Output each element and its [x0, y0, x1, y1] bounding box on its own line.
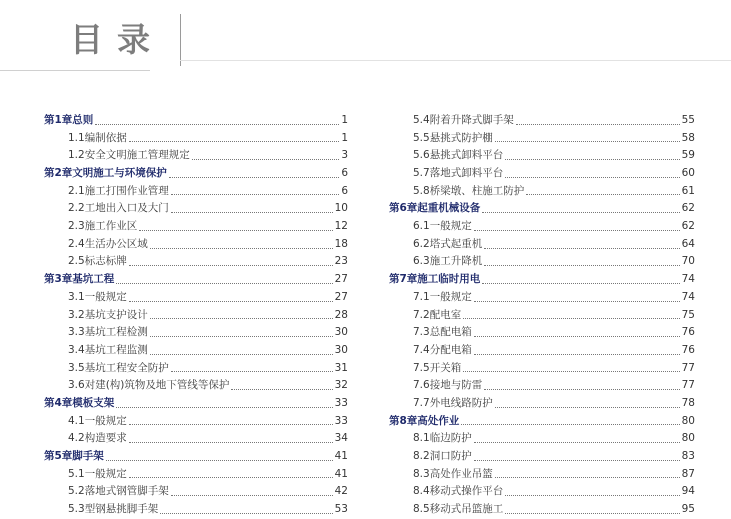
toc-entry-label: 第7章施工临时用电: [389, 273, 481, 286]
toc-section-entry[interactable]: [44, 218, 348, 236]
toc-leader-dots: [171, 370, 333, 372]
toc-leader-dots: [505, 176, 679, 178]
toc-page-number: 6: [341, 167, 348, 180]
toc-section-entry[interactable]: [44, 342, 348, 360]
toc-leader-dots: [474, 353, 680, 355]
toc-entry-label: 第2章文明施工与环境保护: [44, 167, 167, 180]
toc-section-entry[interactable]: [389, 430, 695, 448]
toc-leader-dots: [463, 370, 679, 372]
toc-section-entry[interactable]: [389, 377, 695, 395]
toc-leader-dots: [505, 494, 679, 496]
toc-page-number: 78: [681, 396, 695, 409]
toc-leader-dots: [474, 300, 680, 302]
toc-section-entry[interactable]: [44, 289, 348, 307]
toc-page-number: 60: [681, 167, 695, 180]
toc-leader-dots: [484, 247, 679, 249]
header-rule-left: [0, 70, 150, 71]
toc-section-entry[interactable]: [44, 200, 348, 218]
toc-page-number: 74: [681, 290, 695, 303]
toc-page-number: 74: [681, 273, 695, 286]
toc-entry-label: 3.3基坑工程检测: [68, 326, 148, 339]
toc-leader-dots: [474, 441, 680, 443]
toc-leader-dots: [160, 512, 332, 514]
toc-entry-label: 2.4生活办公区域: [68, 237, 148, 250]
toc-entry-label: 2.2工地出入口及大门: [68, 202, 169, 215]
toc-entry-label: 5.2落地式钢管脚手架: [68, 485, 169, 498]
header-rule-right: [180, 60, 731, 61]
toc-section-entry[interactable]: [44, 466, 348, 484]
toc-entry-label: 5.3型钢悬挑脚手架: [68, 503, 159, 516]
toc-entry-label: 4.2构造要求: [68, 432, 127, 445]
toc-page-number: 61: [681, 184, 695, 197]
toc-leader-dots: [150, 317, 333, 319]
toc-section-entry[interactable]: [389, 360, 695, 378]
toc-column-right: [389, 112, 695, 519]
toc-page-number: 58: [681, 131, 695, 144]
toc-page-number: 83: [681, 450, 695, 463]
toc-section-entry[interactable]: [44, 236, 348, 254]
toc-leader-dots: [129, 423, 333, 425]
toc-entry-label: 6.3施工升降机: [413, 255, 483, 268]
toc-section-entry[interactable]: [44, 183, 348, 201]
toc-section-entry[interactable]: [389, 501, 695, 519]
toc-leader-dots: [461, 423, 679, 425]
toc-entry-label: 7.4分配电箱: [413, 343, 472, 356]
toc-page-number: 80: [681, 414, 695, 427]
toc-page-number: 30: [334, 326, 348, 339]
toc-entry-label: 8.4移动式操作平台: [413, 485, 504, 498]
toc-entry-label: 5.7落地式卸料平台: [413, 167, 504, 180]
toc-section-entry[interactable]: [389, 112, 695, 130]
toc-page-number: 1: [341, 113, 348, 126]
toc-column-left: [44, 112, 348, 519]
toc-leader-dots: [129, 140, 340, 142]
toc-entry-label: 7.5开关箱: [413, 361, 462, 374]
toc-entry-label: 4.1一般规定: [68, 414, 127, 427]
toc-page-number: 41: [334, 450, 348, 463]
toc-entry-label: 第6章起重机械设备: [389, 202, 481, 215]
toc-section-entry[interactable]: [389, 236, 695, 254]
toc-section-entry[interactable]: [44, 360, 348, 378]
toc-section-entry[interactable]: [44, 413, 348, 431]
toc-section-entry[interactable]: [389, 307, 695, 325]
toc-section-entry[interactable]: [389, 183, 695, 201]
toc-leader-dots: [171, 211, 333, 213]
toc-leader-dots: [116, 406, 332, 408]
toc-leader-dots: [169, 176, 340, 178]
toc-page-number: 10: [334, 202, 348, 215]
toc-leader-dots: [505, 158, 679, 160]
toc-section-entry[interactable]: [389, 448, 695, 466]
toc-leader-dots: [482, 282, 679, 284]
toc-chapter-entry[interactable]: [44, 395, 348, 413]
toc-entry-label: 3.6对建(构)筑物及地下管线等保护: [68, 379, 230, 392]
toc-section-entry[interactable]: [389, 324, 695, 342]
toc-page-number: 30: [334, 343, 348, 356]
toc-leader-dots: [150, 335, 333, 337]
toc-leader-dots: [150, 353, 333, 355]
toc-page-number: 18: [334, 237, 348, 250]
toc-leader-dots: [484, 388, 679, 390]
toc-page-number: 41: [334, 467, 348, 480]
toc-section-entry[interactable]: [389, 147, 695, 165]
toc-entry-label: 3.1一般规定: [68, 290, 127, 303]
toc-page-number: 80: [681, 432, 695, 445]
toc-leader-dots: [129, 264, 333, 266]
toc-leader-dots: [482, 211, 679, 213]
toc-entry-label: 7.7外电线路防护: [413, 396, 493, 409]
toc-leader-dots: [192, 158, 340, 160]
page-header: [0, 0, 731, 78]
toc-entry-label: 1.1编制依据: [68, 131, 127, 144]
toc-page-number: 76: [681, 343, 695, 356]
toc-page-number: 42: [334, 485, 348, 498]
toc-entry-label: 8.3高处作业吊篮: [413, 467, 493, 480]
toc-entry-label: 5.8桥梁墩、柱施工防护: [413, 184, 525, 197]
toc-chapter-entry[interactable]: [389, 200, 695, 218]
toc-entry-label: 8.1临边防护: [413, 432, 472, 445]
toc-entry-label: 1.2安全文明施工管理规定: [68, 149, 190, 162]
toc-entry-label: 6.2塔式起重机: [413, 237, 483, 250]
toc-page-number: 87: [681, 467, 695, 480]
toc-leader-dots: [495, 406, 680, 408]
toc-leader-dots: [129, 476, 333, 478]
toc-chapter-entry[interactable]: [389, 271, 695, 289]
toc-entry-label: 第3章基坑工程: [44, 273, 115, 286]
toc-leader-dots: [474, 229, 680, 231]
toc-entry-label: 5.1一般规定: [68, 467, 127, 480]
toc-leader-dots: [231, 388, 332, 390]
toc-leader-dots: [139, 229, 332, 231]
toc-page-number: 27: [334, 290, 348, 303]
toc-leader-dots: [474, 459, 680, 461]
toc-entry-label: 2.1施工打围作业管理: [68, 184, 169, 197]
toc-page-number: 33: [334, 396, 348, 409]
toc-section-entry[interactable]: [44, 307, 348, 325]
toc-entry-label: 7.6接地与防雷: [413, 379, 483, 392]
toc-leader-dots: [150, 247, 333, 249]
toc-page-number: 76: [681, 326, 695, 339]
toc-section-entry[interactable]: [389, 289, 695, 307]
toc-entry-label: 3.5基坑工程安全防护: [68, 361, 169, 374]
toc-page-number: 27: [334, 273, 348, 286]
toc-page-number: 70: [681, 255, 695, 268]
toc-section-entry[interactable]: [44, 130, 348, 148]
toc-page-number: 95: [681, 503, 695, 516]
toc-page-number: 55: [681, 113, 695, 126]
toc-leader-dots: [526, 193, 679, 195]
toc-entry-label: 7.1一般规定: [413, 290, 472, 303]
page-title: 目录: [70, 20, 164, 59]
toc-page-number: 64: [681, 237, 695, 250]
toc-section-entry[interactable]: [389, 466, 695, 484]
toc-page-number: 62: [681, 202, 695, 215]
toc-section-entry[interactable]: [389, 254, 695, 272]
toc-entry-label: 第4章模板支架: [44, 396, 115, 409]
toc-page-number: 12: [334, 220, 348, 233]
toc-section-entry[interactable]: [44, 501, 348, 519]
toc-section-entry[interactable]: [389, 218, 695, 236]
toc-leader-dots: [106, 459, 333, 461]
toc-entry-label: 8.2洞口防护: [413, 450, 472, 463]
toc-page-number: 77: [681, 379, 695, 392]
toc-section-entry[interactable]: [44, 377, 348, 395]
toc-leader-dots: [495, 476, 680, 478]
toc-entry-label: 5.5悬挑式防护棚: [413, 131, 493, 144]
toc-leader-dots: [463, 317, 679, 319]
toc-entry-label: 7.2配电室: [413, 308, 462, 321]
toc-section-entry[interactable]: [389, 395, 695, 413]
toc-page-number: 34: [334, 432, 348, 445]
toc-entry-label: 7.3总配电箱: [413, 326, 472, 339]
toc-page-number: 28: [334, 308, 348, 321]
toc-section-entry[interactable]: [389, 483, 695, 501]
toc-page-number: 31: [334, 361, 348, 374]
toc-section-entry[interactable]: [44, 483, 348, 501]
toc-leader-dots: [171, 193, 340, 195]
toc-page-number: 59: [681, 149, 695, 162]
toc-page-number: 62: [681, 220, 695, 233]
toc-page-number: 75: [681, 308, 695, 321]
toc-section-entry[interactable]: [389, 165, 695, 183]
toc-chapter-entry[interactable]: [44, 165, 348, 183]
header-divider: [180, 14, 181, 66]
toc-page-number: 32: [334, 379, 348, 392]
toc-page-number: 6: [341, 184, 348, 197]
toc-chapter-entry[interactable]: [389, 413, 695, 431]
toc-section-entry[interactable]: [389, 130, 695, 148]
toc-entry-label: 第8章高处作业: [389, 414, 460, 427]
toc-page-number: 3: [341, 149, 348, 162]
toc-section-entry[interactable]: [44, 430, 348, 448]
toc-leader-dots: [474, 335, 680, 337]
toc-leader-dots: [171, 494, 333, 496]
toc-entry-label: 6.1一般规定: [413, 220, 472, 233]
toc-section-entry[interactable]: [44, 254, 348, 272]
toc-chapter-entry[interactable]: [44, 271, 348, 289]
toc-leader-dots: [516, 123, 680, 125]
toc-section-entry[interactable]: [44, 147, 348, 165]
toc-leader-dots: [484, 264, 679, 266]
toc-entry-label: 第1章总则: [44, 113, 94, 126]
toc-entry-label: 3.2基坑支护设计: [68, 308, 148, 321]
toc-leader-dots: [495, 140, 680, 142]
toc-chapter-entry[interactable]: [44, 112, 348, 130]
toc-page-number: 1: [341, 131, 348, 144]
toc-page-number: 53: [334, 503, 348, 516]
toc-page-number: 77: [681, 361, 695, 374]
toc-section-entry[interactable]: [389, 342, 695, 360]
toc-entry-label: 2.5标志标牌: [68, 255, 127, 268]
toc-leader-dots: [505, 512, 679, 514]
toc-entry-label: 8.5移动式吊篮施工: [413, 503, 504, 516]
toc-entry-label: 2.3施工作业区: [68, 220, 138, 233]
toc-page-number: 23: [334, 255, 348, 268]
toc-chapter-entry[interactable]: [44, 448, 348, 466]
toc-entry-label: 5.4附着升降式脚手架: [413, 113, 514, 126]
toc-leader-dots: [129, 300, 333, 302]
toc-entry-label: 第5章脚手架: [44, 450, 104, 463]
toc-entry-label: 3.4基坑工程监测: [68, 343, 148, 356]
toc-leader-dots: [95, 123, 339, 125]
toc-entry-label: 5.6悬挑式卸料平台: [413, 149, 504, 162]
toc-leader-dots: [116, 282, 332, 284]
toc-page-number: 33: [334, 414, 348, 427]
toc-section-entry[interactable]: [44, 324, 348, 342]
toc-leader-dots: [129, 441, 333, 443]
toc-page-number: 94: [681, 485, 695, 498]
